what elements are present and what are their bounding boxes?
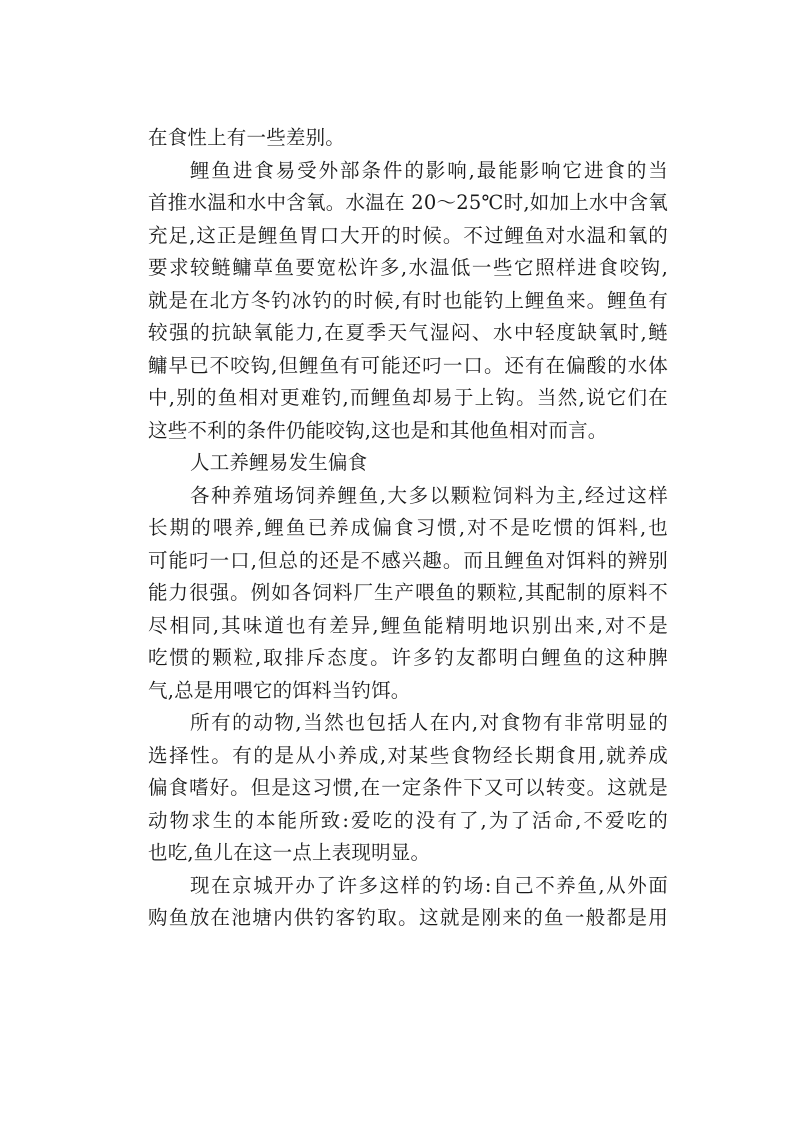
text-line: 偏食嗜好。但是这习惯,在一定条件下又可以转变。这就是 [148,776,668,799]
text-line: 较强的抗缺氧能力,在夏季天气湿闷、水中轻度缺氧时,鲢 [148,321,668,344]
text-line: 也吃,鱼儿在这一点上表现明显。 [148,841,431,864]
section-heading: 人工养鲤易发生偏食 [190,451,368,474]
text-line: 要求较鲢鳙草鱼要宽松许多,水温低一些它照样进食咬钩, [148,256,668,279]
body-text [148,122,668,935]
text-line: 选择性。有的是从小养成,对某些食物经长期食用,就养成 [148,743,668,767]
document-page [148,122,668,935]
text-line: 尽相同,其味道也有差异,鲤鱼能精明地识别出来,对不是 [148,613,668,637]
text-line: 就是在北方冬钓冰钓的时候,有时也能钓上鲤鱼来。鲤鱼有 [148,288,668,312]
text-line: 各种养殖场饲养鲤鱼,大多以颗粒饲料为主,经过这样 [190,483,668,507]
text-line: 购鱼放在池塘内供钓客钓取。这就是刚来的鱼一般都是用 [148,906,668,929]
text-line: 可能叼一口,但总的还是不感兴趣。而且鲤鱼对饵料的辨别 [148,548,668,572]
text-line: 能力很强。例如各饲料厂生产喂鱼的颗粒,其配制的原料不 [148,581,668,604]
text-line: 气,总是用喂它的饵料当钓饵。 [148,678,411,702]
text-line: 中,别的鱼相对更难钓,而鲤鱼却易于上钩。当然,说它们在 [148,386,668,409]
text-line: 吃惯的颗粒,取排斥态度。许多钓友都明白鲤鱼的这种脾 [148,646,668,669]
text-line: 所有的动物,当然也包括人在内,对食物有非常明显的 [190,711,668,734]
text-line: 充足,这正是鲤鱼胃口大开的时候。不过鲤鱼对水温和氧的 [148,223,668,247]
text-line: 鲤鱼进食易受外部条件的影响,最能影响它进食的当 [190,158,668,182]
text-line: 长期的喂养,鲤鱼已养成偏食习惯,对不是吃惯的饵料,也 [148,516,668,539]
text-line: 现在京城开办了许多这样的钓场:自己不养鱼,从外面 [190,873,668,897]
text-line: 在食性上有一些差别。 [148,126,346,149]
text-line: 动物求生的本能所致:爱吃的没有了,为了活命,不爱吃的 [148,808,668,832]
text-line: 这些不利的条件仍能咬钩,这也是和其他鱼相对而言。 [148,418,608,442]
text-line: 首推水温和水中含氧。水温在 20～25℃时,如加上水中含氧 [148,191,668,214]
text-line: 鳙早已不咬钩,但鲤鱼有可能还叼一口。还有在偏酸的水体 [148,353,668,377]
